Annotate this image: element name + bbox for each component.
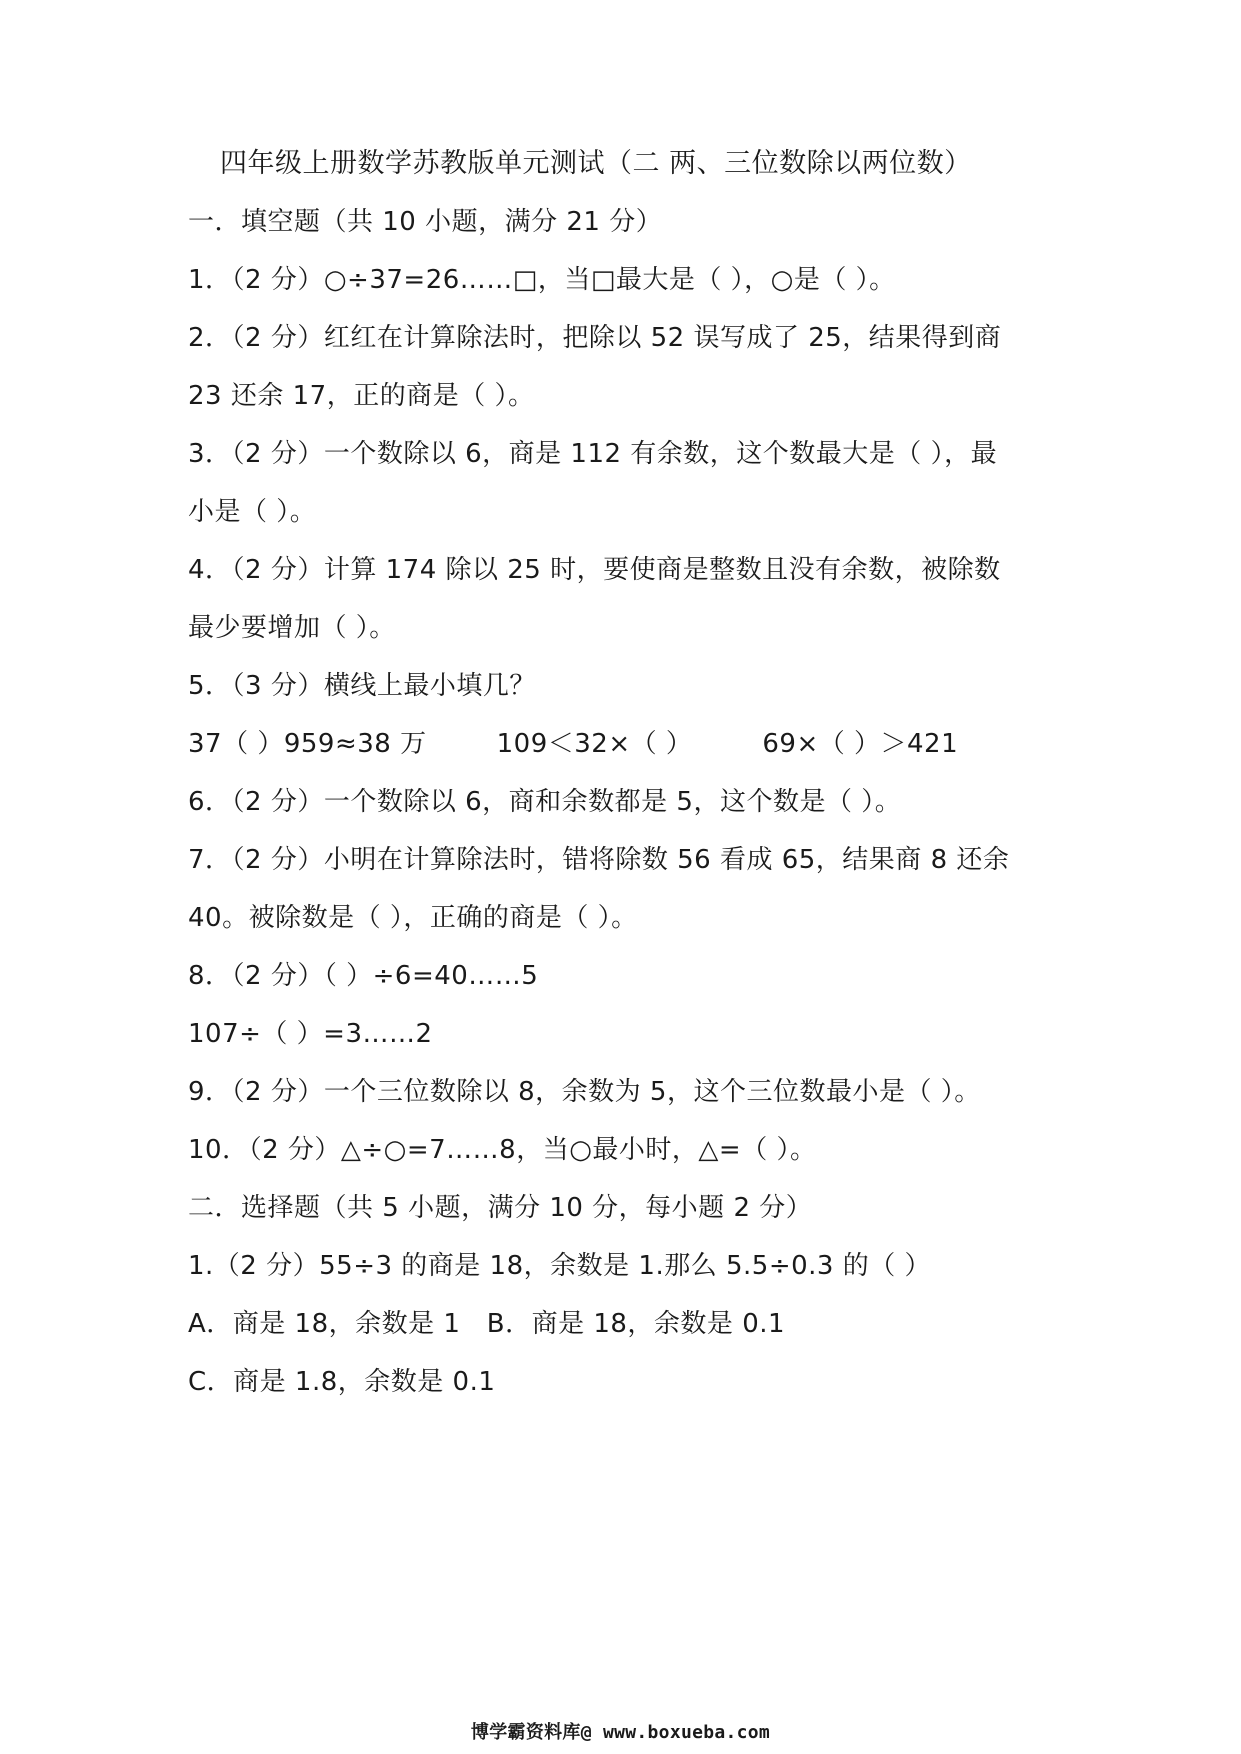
question-5-sub-a: 37（ ）959≈38 万 <box>188 729 427 759</box>
question-1-line-1: 1．（2 分）○÷37=26……□，当□最大是（ ），○是（ ）。 <box>188 265 896 295</box>
question-3-line-1: 3．（2 分）一个数除以 6，商是 112 有余数，这个数最大是（ ），最 <box>188 439 998 469</box>
question-5-subitems <box>188 726 958 762</box>
document-title: 四年级上册数学苏教版单元测试（二 两、三位数除以两位数） <box>220 148 972 179</box>
question-9-line-1: 9．（2 分）一个三位数除以 8，余数为 5，这个三位数最小是（ ）。 <box>188 1077 981 1107</box>
question-5-sub-c: 69×（ ）＞421 <box>762 729 959 759</box>
question-8-line-2: 107÷（ ）=3……2 <box>188 1019 433 1049</box>
question-6-line-1: 6．（2 分）一个数除以 6，商和余数都是 5，这个数是（ ）。 <box>188 787 902 817</box>
section-1-heading: 一．填空题（共 10 小题，满分 21 分） <box>188 207 663 237</box>
question-7-line-2: 40。被除数是（ ），正确的商是（ ）。 <box>188 903 638 933</box>
choice-question-1-options-ab <box>188 1306 785 1342</box>
question-2-line-1: 2．（2 分）红红在计算除法时，把除以 52 误写成了 25，结果得到商 <box>188 323 1002 353</box>
question-4-line-1: 4．（2 分）计算 174 除以 25 时，要使商是整数且没有余数，被除数 <box>188 555 1001 585</box>
question-8-line-1: 8．（2 分）（ ）÷6=40……5 <box>188 961 539 991</box>
question-4-line-2: 最少要增加（ ）。 <box>188 613 396 643</box>
question-10-line-1: 10．（2 分）△÷○=7……8，当○最小时，△=（ ）。 <box>188 1135 817 1165</box>
question-7-line-1: 7．（2 分）小明在计算除法时，错将除数 56 看成 65，结果商 8 还余 <box>188 845 1010 875</box>
option-c: C．商是 1.8，余数是 0.1 <box>188 1367 496 1397</box>
question-3-line-2: 小是（ ）。 <box>188 497 317 527</box>
footer-watermark: 博学霸资料库@ www.boxueba.com <box>470 1722 771 1743</box>
question-5-sub-b: 109＜32×（ ） <box>496 729 693 759</box>
choice-question-1-stem: 1.（2 分）55÷3 的商是 18，余数是 1.那么 5.5÷0.3 的（ ） <box>188 1251 931 1281</box>
section-2-heading: 二．选择题（共 5 小题，满分 10 分，每小题 2 分） <box>188 1193 813 1223</box>
option-a: A．商是 18，余数是 1 <box>188 1309 461 1339</box>
option-b: B．商是 18，余数是 0.1 <box>486 1309 786 1339</box>
question-2-line-2: 23 还余 17，正的商是（ ）。 <box>188 381 535 411</box>
question-5-line-1: 5．（3 分）横线上最小填几？ <box>188 671 536 701</box>
